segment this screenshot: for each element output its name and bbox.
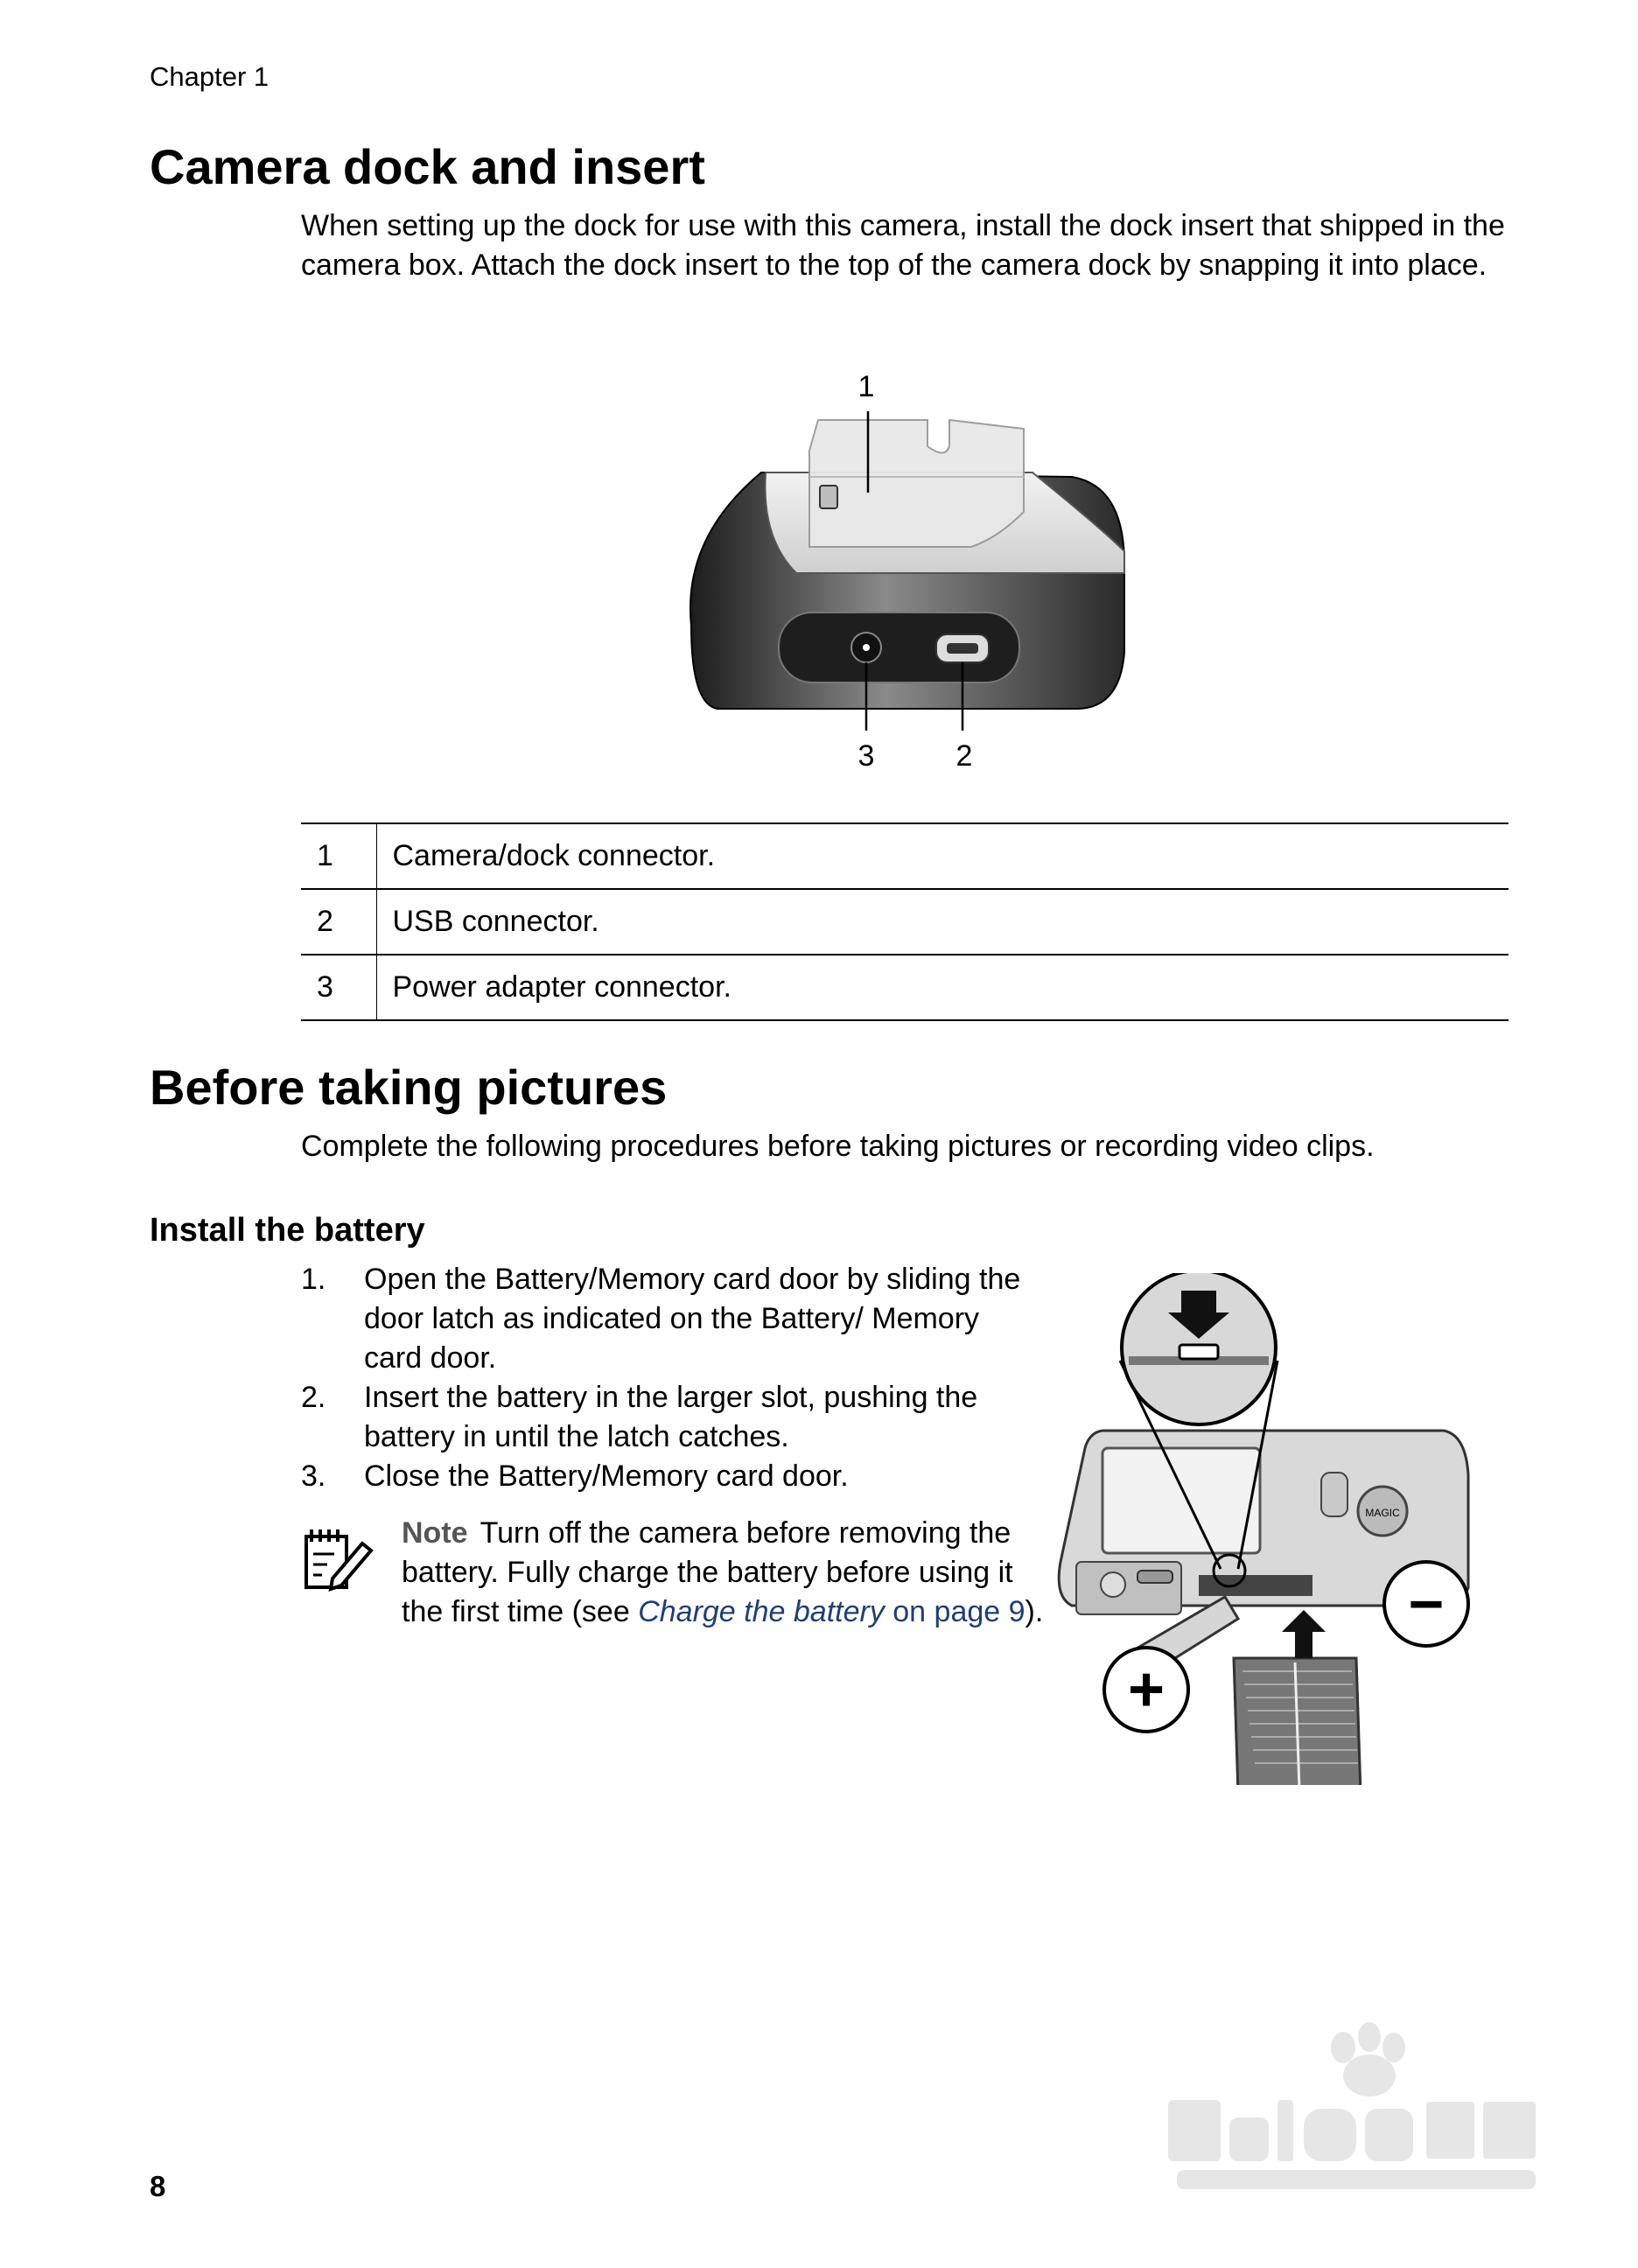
- table-cell-num: 2: [301, 889, 376, 955]
- table-row: [301, 955, 1508, 1020]
- dock-callout-table: [301, 822, 1508, 1021]
- battery-install-illustration: [1050, 1273, 1522, 1785]
- note-paragraph: [402, 1514, 1049, 1632]
- dock-intro-paragraph: When setting up the dock for use with this camera, install the dock insert that shipped in the camera box. Attach the dock insert to the top of the camera dock by snapping it into place.: [301, 209, 1505, 282]
- subsection-title-install: Install the battery: [150, 1212, 425, 1249]
- chapter-header: Chapter 1: [150, 61, 270, 92]
- table-cell-num: 1: [301, 823, 376, 889]
- camera-dock-illustration: [665, 363, 1155, 774]
- install-steps-list: [301, 1260, 1027, 1496]
- step-number: 3.: [301, 1460, 326, 1493]
- magic-button-label: MAGIC: [1365, 1507, 1400, 1519]
- table-cell-desc: USB connector.: [392, 905, 599, 938]
- table-row: [301, 823, 1508, 889]
- note-text-end: ).: [1025, 1595, 1044, 1628]
- before-intro-paragraph: Complete the following procedures before taking pictures or recording video clips.: [301, 1130, 1375, 1163]
- step-number: 2.: [301, 1381, 326, 1414]
- table-cell-num: 3: [301, 955, 376, 1020]
- table-cell-desc: Power adapter connector.: [392, 970, 732, 1004]
- step-text: Close the Battery/Memory card door.: [364, 1460, 849, 1493]
- baidu-watermark-logo: [1159, 2021, 1544, 2196]
- step-number: 1.: [301, 1263, 326, 1296]
- table-row: [301, 889, 1508, 955]
- section-title-before: Before taking pictures: [150, 1060, 668, 1115]
- minus-sign: −: [1408, 1570, 1445, 1638]
- table-cell-desc: Camera/dock connector.: [392, 839, 716, 872]
- list-item: [301, 1378, 1027, 1457]
- section-title-dock: Camera dock and insert: [150, 139, 705, 194]
- callout-2: 2: [956, 739, 973, 773]
- page-number: 8: [150, 2170, 166, 2202]
- callout-1: 1: [858, 370, 875, 403]
- charge-battery-link[interactable]: Charge the battery: [638, 1595, 885, 1628]
- note-pencil-icon: [301, 1524, 374, 1592]
- charge-battery-page-link[interactable]: on page 9: [884, 1595, 1026, 1628]
- step-text: Insert the battery in the larger slot, pushing the battery in until the latch catches.: [364, 1381, 978, 1453]
- callout-3: 3: [858, 739, 875, 773]
- step-text: Open the Battery/Memory card door by sliding the door latch as indicated on the Battery/ Memory card door.: [364, 1263, 1021, 1375]
- note-text: Turn off the camera before removing the battery. Fully charge the battery before using it the first time (see: [402, 1516, 1013, 1628]
- list-item: [301, 1457, 1027, 1496]
- list-item: [301, 1260, 1027, 1378]
- plus-sign: +: [1127, 1655, 1166, 1725]
- note-label: Note: [402, 1516, 468, 1550]
